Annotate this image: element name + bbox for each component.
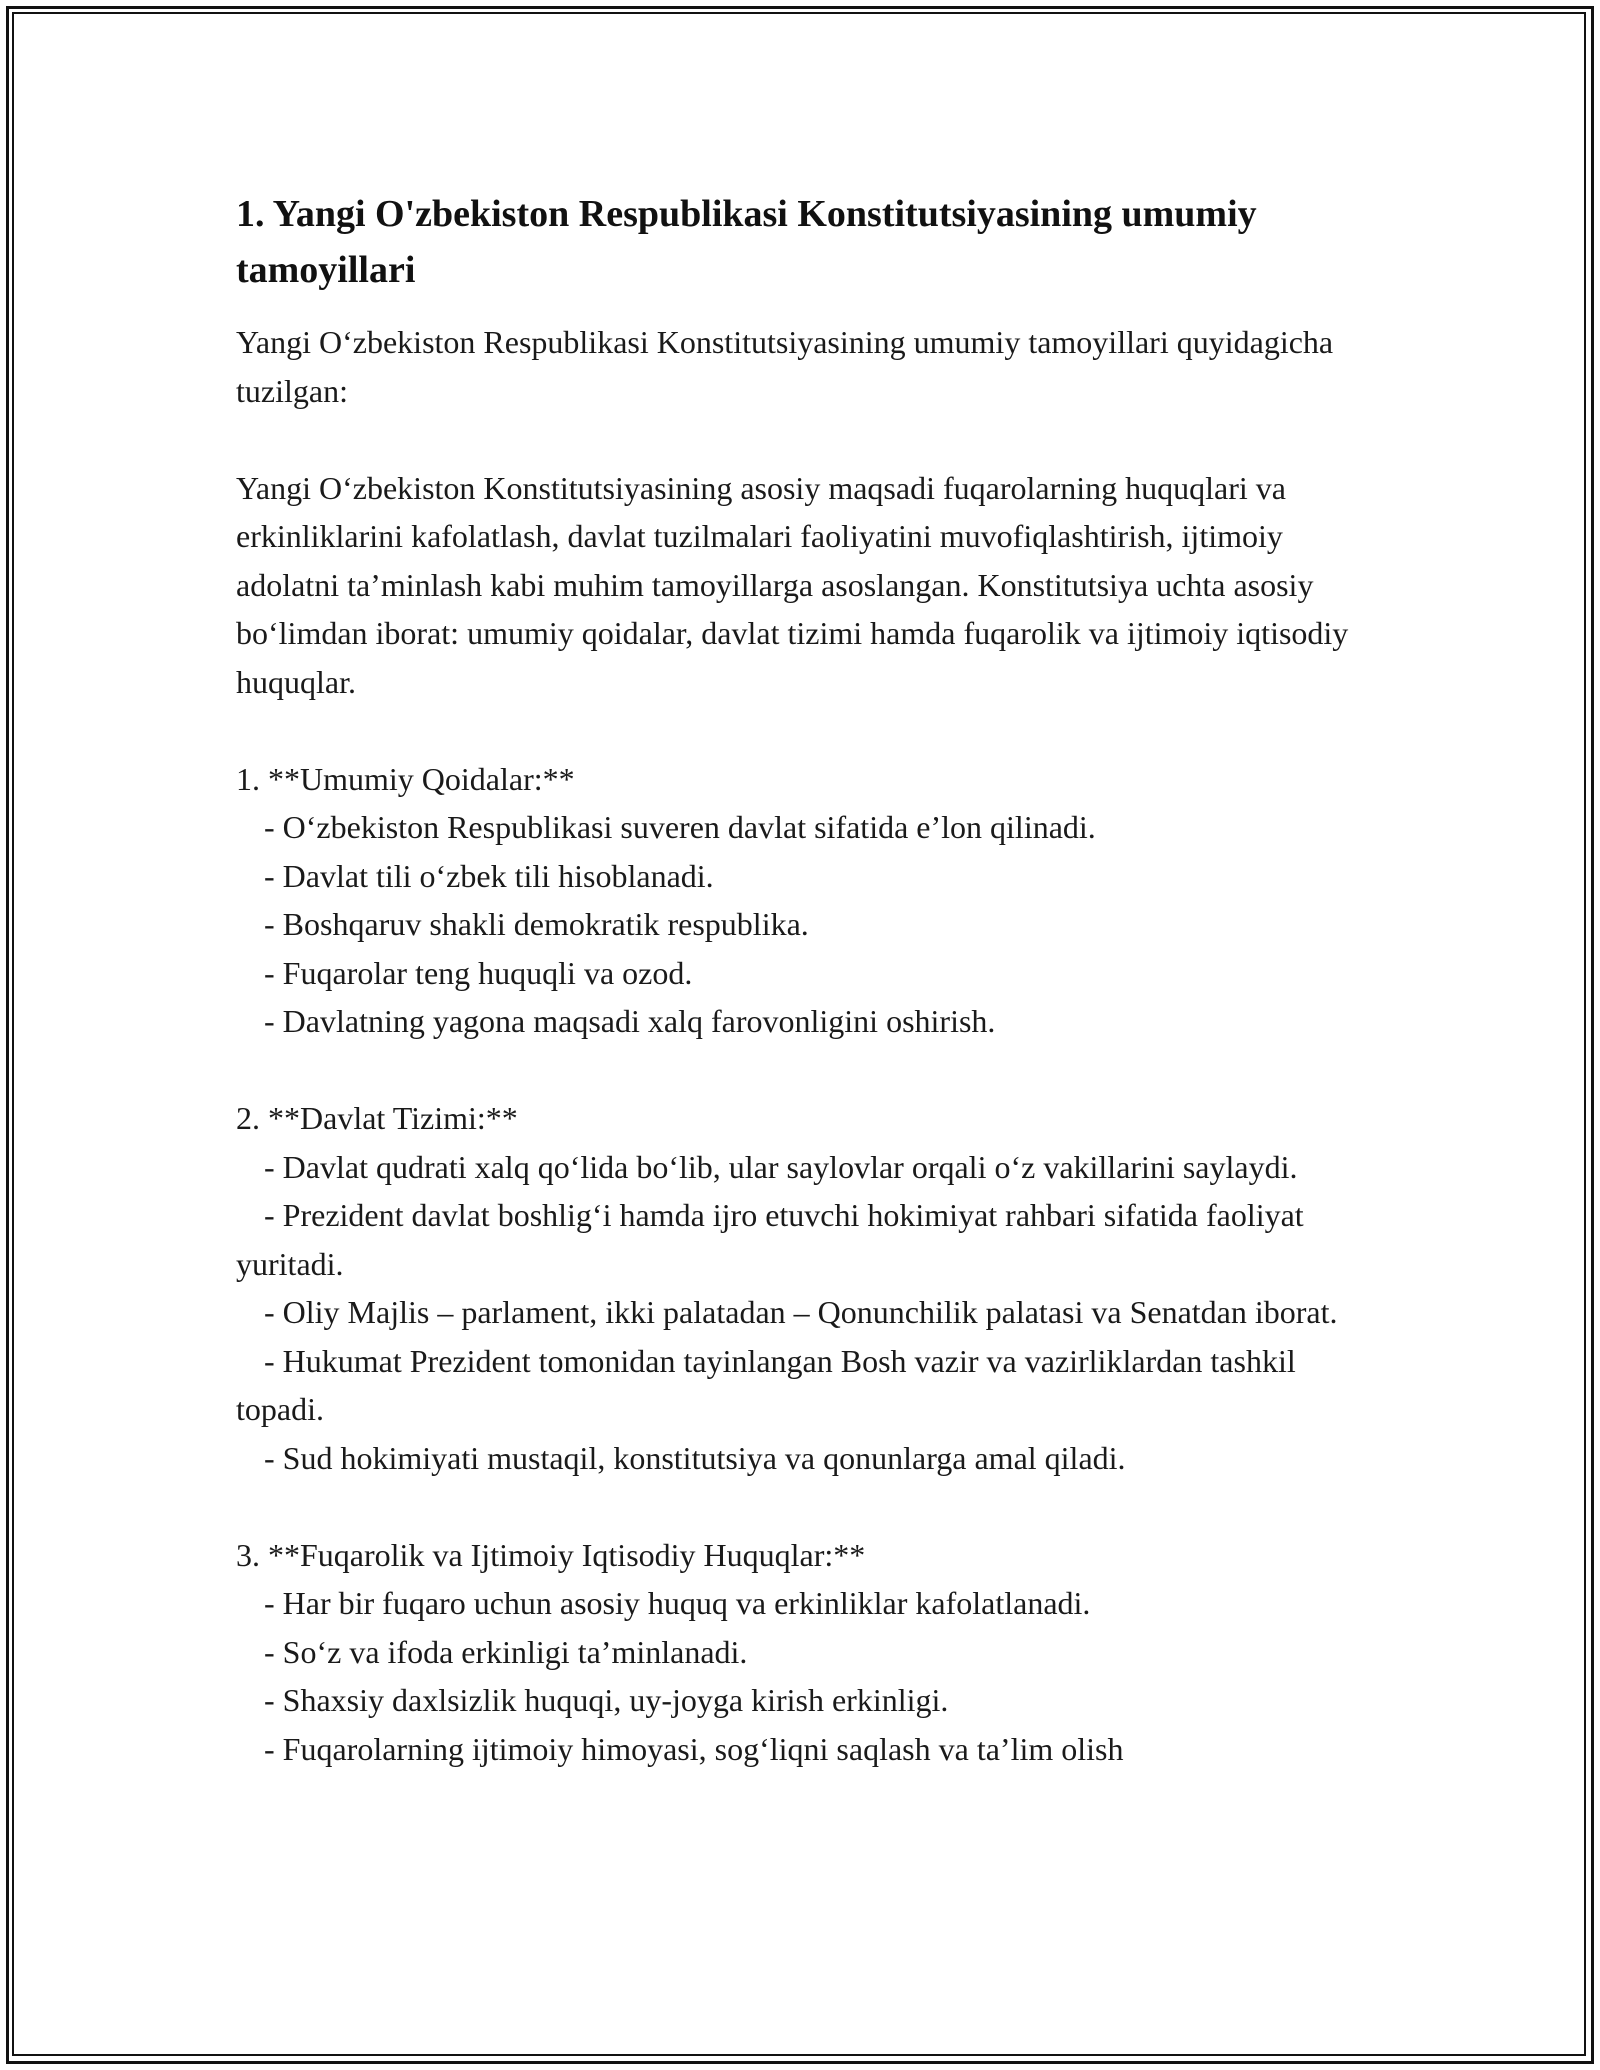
spacer xyxy=(236,706,1366,755)
main-paragraph: Yangi O‘zbekiston Konstitutsiyasining asosiy maqsadi fuqarolarning huquqlari va erkinliklarini kafolatlash, davlat tuzilmalari faoliyatini muvofiqlashtirish, ijtimoiy adolatni ta’minlash kabi muhim tamoyillarga asoslangan. Konstitutsiya uchta asosiy bo‘limdan iborat: umumiy qoidalar, davlat tizimi hamda fuqarolik va ijtimoiy iqtisodiy huquqlar. xyxy=(236,469,1357,700)
list-item: - Fuqarolarning ijtimoiy himoyasi, sog‘liqni saqlash va ta’lim olish xyxy=(264,1730,1124,1767)
list-item: - Boshqaruv shakli demokratik respublika. xyxy=(264,906,809,942)
list-item: - Har bir fuqaro uchun asosiy huquq va erkinliklar kafolatlanadi. xyxy=(264,1585,1091,1621)
document-body xyxy=(236,186,1366,1773)
section-1 xyxy=(236,755,1366,1046)
list-item: - Davlat qudrati xalq qo‘lida bo‘lib, ular saylovlar orqali o‘z vakillarini saylaydi. xyxy=(264,1148,1298,1185)
list-item: - Oliy Majlis – parlament, ikki palatadan – Qonunchilik palatasi va Senatdan iborat. xyxy=(264,1294,1338,1330)
section-title: 2. **Davlat Tizimi:** xyxy=(236,1100,518,1136)
list-item: - O‘zbekiston Respublikasi suveren davlat sifatida e’lon qilinadi. xyxy=(264,809,1096,845)
list-item: - So‘z va ifoda erkinligi ta’minlanadi. xyxy=(264,1633,748,1670)
list-item: - Davlat tili o‘zbek tili hisoblanadi. xyxy=(264,857,714,894)
section-title: 3. **Fuqarolik va Ijtimoiy Iqtisodiy Huquqlar:** xyxy=(236,1536,866,1573)
section-2 xyxy=(236,1094,1366,1482)
list-item: - Sud hokimiyati mustaqil, konstitutsiya va qonunlarga amal qiladi. xyxy=(264,1439,1126,1476)
spacer xyxy=(236,415,1366,464)
spacer xyxy=(236,1046,1366,1095)
list-item: - Shaxsiy daxlsizlik huquqi, uy-joyga kirish erkinligi. xyxy=(264,1682,949,1718)
section-title: 1. **Umumiy Qoidalar:** xyxy=(236,760,575,797)
list-item: - Prezident davlat boshlig‘i hamda ijro etuvchi hokimiyat rahbari sifatida faoliyat yuritadi. xyxy=(236,1197,1304,1282)
spacer xyxy=(236,1482,1366,1531)
list-item: - Fuqarolar teng huquqli va ozod. xyxy=(264,954,693,991)
intro-paragraph: Yangi O‘zbekiston Respublikasi Konstitutsiyasining umumiy tamoyillari quyidagicha tuzilgan: xyxy=(236,324,1342,409)
section-3 xyxy=(236,1531,1366,1774)
list-item: - Hukumat Prezident tomonidan tayinlangan Bosh vazir va vazirliklardan tashkil topadi. xyxy=(236,1342,1296,1427)
section-heading: 1. Yangi O'zbekiston Respublikasi Konstitutsiyasining umumiy tamoyillari xyxy=(236,193,1257,291)
list-item: - Davlatning yagona maqsadi xalq farovonligini oshirish. xyxy=(264,1003,996,1039)
